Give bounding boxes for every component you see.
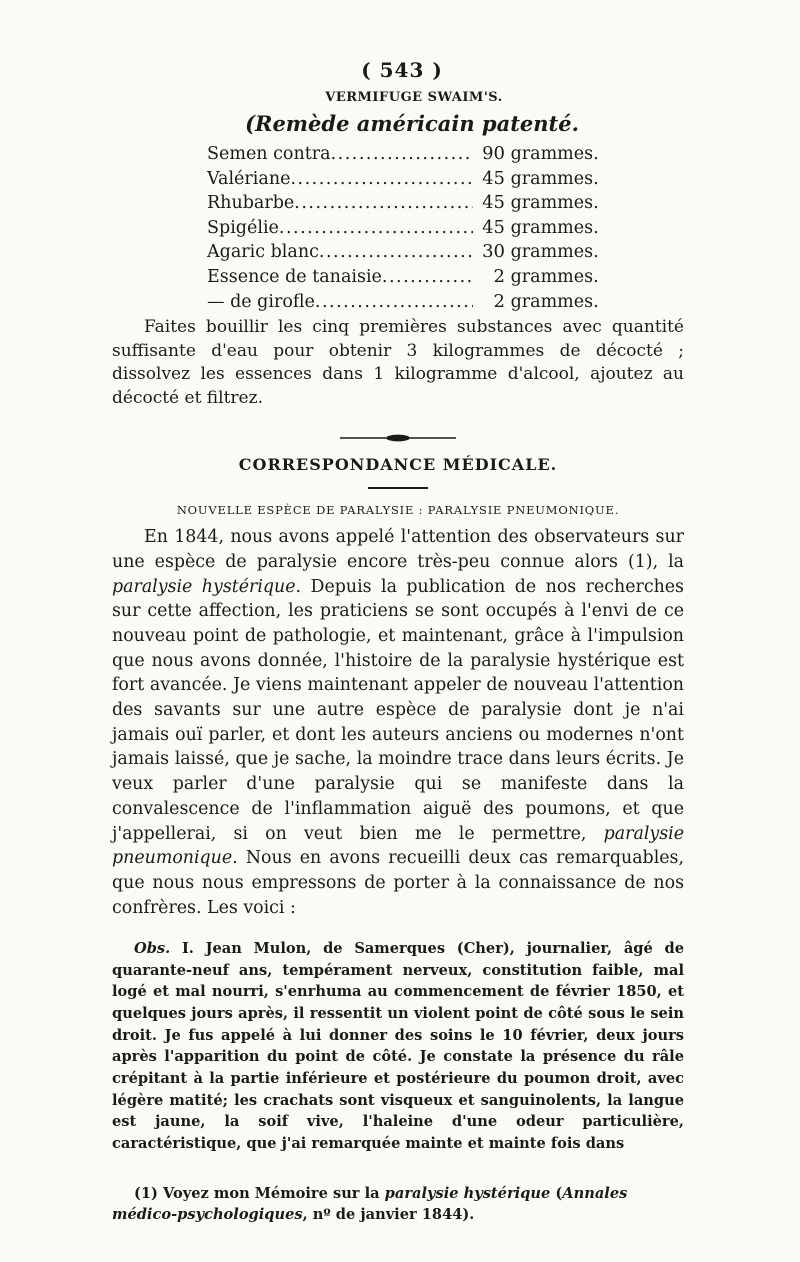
leader-dots xyxy=(331,142,473,167)
body-text: . Nous en avons recueilli deux cas remarquables, que nous nous empressons de porter à la connaissance de nos confrères. Les voici : xyxy=(112,848,684,918)
ingredient-unit: grammes. xyxy=(510,193,599,214)
ingredient-name: Spigélie xyxy=(207,217,279,238)
ingredient-name: Essence de tanaisie xyxy=(207,266,382,287)
footnote-emphasis: paralysie hystérique xyxy=(384,1185,551,1203)
obs-label: Obs. xyxy=(134,939,171,957)
ingredient-unit: grammes. xyxy=(510,217,599,238)
footnote-text: (1) Voyez mon Mémoire sur la xyxy=(134,1185,385,1203)
footnote xyxy=(112,1183,684,1225)
recipe-row xyxy=(207,265,607,290)
leader-dots xyxy=(382,265,473,290)
ingredient-name: Semen contra xyxy=(207,144,331,164)
ingredient-unit: grammes. xyxy=(510,168,599,189)
ingredient-amount xyxy=(473,240,607,265)
obs-text: I. Jean Mulon, de Samerques (Cher), journalier, âgé de quarante-neuf ans, tempérament nerveux, constitution faible, mal logé et mal nourri, s'enrhuma au commencement de février 1850, et quelques jours après, il ressentit un violent point de côté sous le sein droit. Je fus appelé à lui donner des soins le 10 février, deux jours après l'apparition du point de côté. Je constate la présence du râle crépitant à la partie inférieure et postérieure du poumon droit, avec légère matité; les crachats sont visqueux et sanguinolents, la langue est jaune, la soif vive, l'haleine d'une odeur particulière, caractéristique, que j'ai remarquée mainte et mainte fois dans xyxy=(112,939,684,1153)
ingredient-amount xyxy=(473,290,607,315)
recipe-instructions: Faites bouillir les cinq premières substances avec quantité suffisante d'eau pour obtenir 3 kilogrammes de décocté ; dissolvez les essences dans 1 kilogramme d'alcool, ajoutez au décocté et filtrez. xyxy=(112,317,684,408)
ingredient-qty: 30 xyxy=(482,241,505,263)
body-text: . Depuis la publication de nos recherches sur cette affection, les praticiens se sont occupés à l'envi de ce nouveau point de pathologie, et maintenant, grâce à l'impulsion que nous avons donnée, l'histoire de la paralysie hystérique est fort avancée. Je viens maintenant appeler de nouveau l'attention des savants sur une autre espèce de paralysie dont je n'ai jamais ouï parler, et dont les auteurs anciens ou modernes n'ont jamais laissé, que je sache, la moindre trace dans leurs écrits. Je veux parler d'une paralysie qui se manifeste dans la convalescence de l'inflammation aiguë des poumons, et que j'appellerai, si on veut bien me le permettre, xyxy=(112,576,684,844)
recipe-row xyxy=(207,167,607,192)
article-title: NOUVELLE ESPÈCE DE PARALYSIE : PARALYSIE PNEUMONIQUE. xyxy=(176,503,620,518)
footnote-spacer xyxy=(112,1169,684,1179)
ingredient-name: Rhubarbe xyxy=(207,193,295,214)
recipe-row xyxy=(207,290,607,315)
page-number: ( 543 ) xyxy=(361,58,443,82)
ingredient-name: — de girofle xyxy=(207,291,315,312)
ingredient-name: Valériane xyxy=(207,168,291,189)
ingredient-unit: grammes. xyxy=(510,291,599,312)
recipe-row xyxy=(207,191,607,216)
recipe-row xyxy=(207,216,607,241)
body-paragraph xyxy=(112,525,684,920)
emphasis-text: paralysie pneumonique xyxy=(112,823,684,869)
remedy-title: VERMIFUGE SWAIM'S. xyxy=(325,90,503,105)
ingredient-unit: grammes. xyxy=(510,144,599,164)
ingredient-qty: 45 xyxy=(482,167,505,189)
leader-dots xyxy=(290,167,473,192)
ingredient-unit: grammes. xyxy=(510,266,599,287)
ingredient-qty: 2 xyxy=(493,265,505,287)
leader-dots xyxy=(294,191,473,216)
observation-paragraph xyxy=(112,938,684,1155)
page xyxy=(112,58,684,1240)
leader-dots xyxy=(315,290,473,315)
ingredient-amount xyxy=(473,191,607,216)
ingredient-amount xyxy=(473,167,607,192)
footnote-text: , nº de janvier 1844). xyxy=(302,1206,475,1224)
section-rule xyxy=(368,487,428,489)
recipe-list xyxy=(207,142,607,314)
recipe-row xyxy=(207,240,607,265)
footnote-emphasis: Annales médico-psychologiques xyxy=(112,1185,628,1224)
ingredient-amount xyxy=(473,142,607,167)
ingredient-qty: 2 xyxy=(493,290,505,312)
ingredient-amount xyxy=(473,216,607,241)
ornament-divider xyxy=(112,428,684,447)
ingredient-unit: grammes. xyxy=(510,242,599,263)
body-text: En 1844, nous avons appelé l'attention des observateurs sur une espèce de paralysie encore très-peu connue alors (1), la xyxy=(112,527,684,572)
ingredient-amount xyxy=(473,265,607,290)
section-title: CORRESPONDANCE MÉDICALE. xyxy=(238,455,558,475)
emphasis-text: paralysie hystérique xyxy=(112,576,296,597)
footnote-text: ( xyxy=(550,1185,563,1203)
ingredient-name: Agaric blanc xyxy=(207,242,319,263)
leader-dots xyxy=(279,216,473,241)
recipe-row xyxy=(207,142,607,167)
ingredient-qty: 90 xyxy=(482,143,505,164)
ornament-icon xyxy=(338,433,458,443)
ingredient-qty: 45 xyxy=(482,216,505,238)
ingredient-qty: 45 xyxy=(482,192,505,214)
remedy-subtitle: (Remède américain patenté. xyxy=(245,111,579,136)
leader-dots xyxy=(319,240,473,265)
